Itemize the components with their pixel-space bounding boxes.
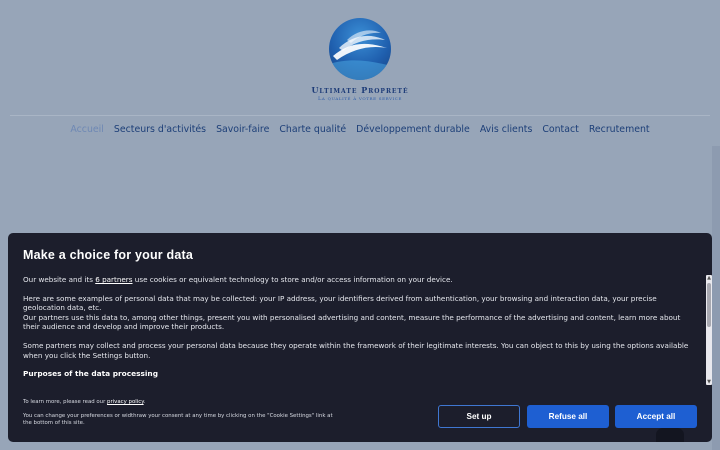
consent-title: Make a choice for your data: [23, 248, 194, 262]
main-navigation: [0, 124, 720, 135]
brand-logo-icon[interactable]: [329, 18, 391, 80]
site-header: [0, 18, 720, 102]
privacy-policy-link[interactable]: privacy policy: [107, 399, 144, 405]
partners-link[interactable]: 6 partners: [95, 275, 133, 284]
consent-scrollbar[interactable]: [706, 275, 712, 385]
consent-scroll-thumb[interactable]: [707, 283, 711, 327]
nav-item-accueil[interactable]: Accueil: [70, 124, 104, 135]
purposes-heading[interactable]: Purposes of the data processing: [23, 369, 158, 379]
chat-bubble-icon[interactable]: [656, 428, 684, 442]
preferences-note: You can change your preferences or widthraw your consent at any time by clicking on the "Cookie Settings" link at the bottom of this site.: [23, 412, 333, 427]
nav-item-avis-clients[interactable]: Avis clients: [479, 124, 533, 135]
cookie-consent-dialog: [8, 233, 712, 442]
consent-paragraph-data-examples: Here are some examples of personal data that may be collected: your IP address, your identifiers derived from authentication, your browsing and interaction data, your precise geolocation data, etc.: [23, 293, 657, 313]
header-divider: [10, 115, 710, 116]
consent-footnote: [23, 399, 343, 428]
scroll-down-icon[interactable]: ▼: [707, 379, 711, 385]
page-scrollbar[interactable]: [712, 146, 720, 450]
scroll-up-icon[interactable]: ▲: [707, 275, 711, 281]
set-up-button[interactable]: Set up: [438, 405, 520, 428]
privacy-note: To learn more, please read our privacy policy.: [23, 399, 146, 405]
nav-item-recrutement[interactable]: Recrutement: [588, 124, 650, 135]
consent-paragraph-legitimate-interest: Some partners may collect and process your personal data because they operate within the framework of their legitimate interests. You can object to this by using the options available when you click the Settings button.: [23, 340, 689, 360]
nav-item-secteurs[interactable]: Secteurs d'activités: [113, 124, 207, 135]
accept-all-button[interactable]: Accept all: [615, 405, 697, 428]
nav-item-developpement-durable[interactable]: Développement durable: [356, 124, 470, 135]
nav-item-charte-qualite[interactable]: Charte qualité: [279, 124, 347, 135]
nav-item-savoir-faire[interactable]: Savoir-faire: [216, 124, 270, 135]
brand-tagline: La qualité à votre service: [318, 96, 402, 102]
nav-item-contact[interactable]: Contact: [542, 124, 579, 135]
brand-name: Ultimate Propreté: [311, 85, 409, 95]
consent-intro: Our website and its 6 partners use cookies or equivalent technology to store and/or access information on your device.: [23, 275, 453, 284]
consent-body: [23, 275, 693, 385]
consent-paragraph-partners-use: Our partners use this data to, among other things, present you with personalised advertising and content, measure the performance of the advertising and content, learn more about their audience and develop and improve their products.: [23, 312, 681, 332]
refuse-all-button[interactable]: Refuse all: [527, 405, 609, 428]
